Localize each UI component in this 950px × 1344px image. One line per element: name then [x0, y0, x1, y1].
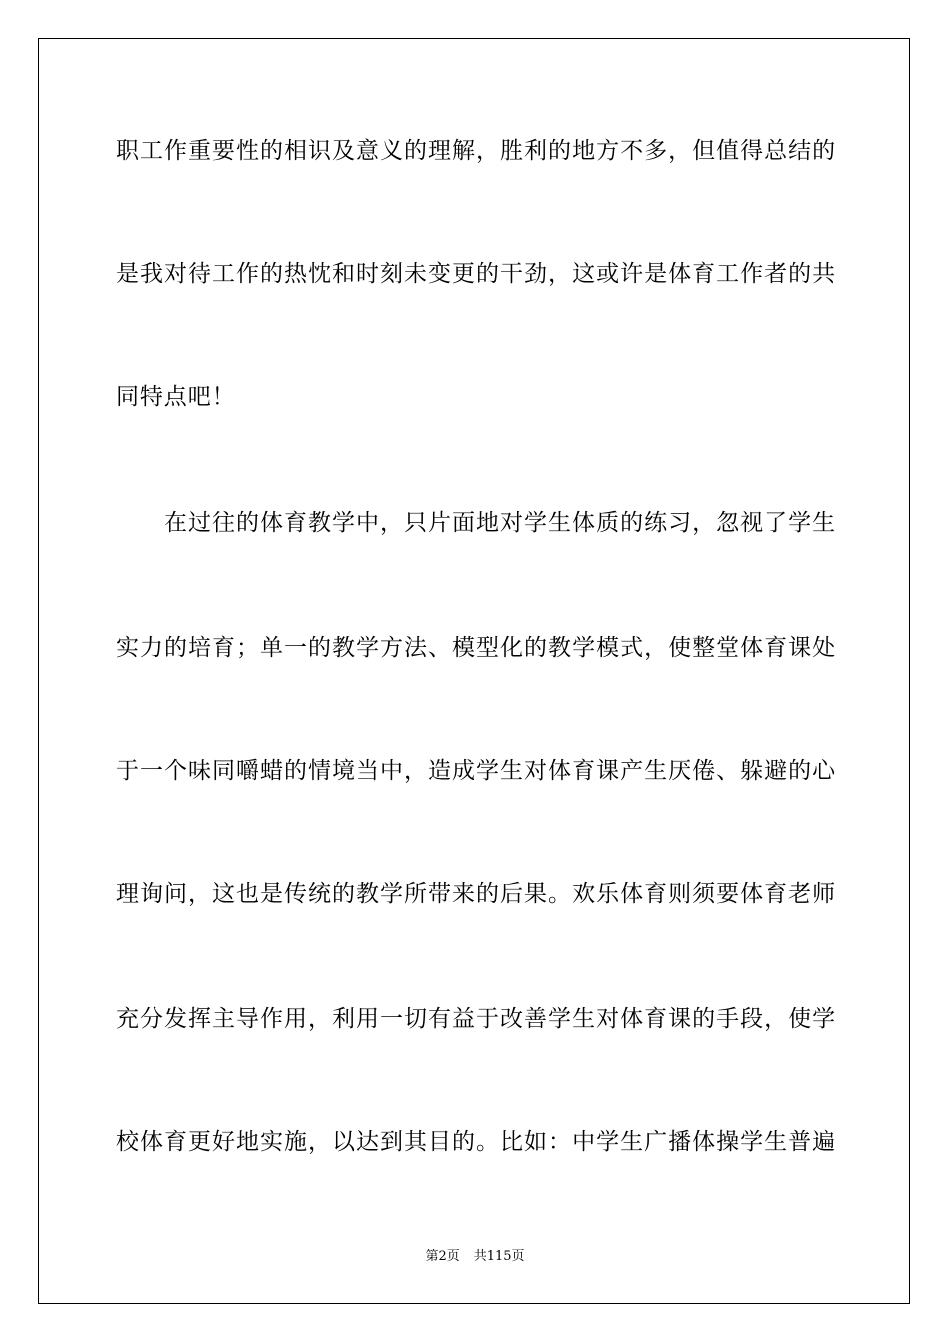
body-line-2: 是我对待工作的热忱和时刻未变更的干劲，这或许是体育工作者的共: [116, 261, 836, 287]
total-pages: 共115页: [473, 1249, 525, 1264]
page-frame: [38, 38, 910, 1304]
page-number: 第2页: [425, 1249, 460, 1264]
body-line-4: 在过往的体育教学中，只片面地对学生体质的练习，忽视了学生: [164, 510, 836, 536]
body-line-5: 实力的培育；单一的教学方法、模型化的教学模式，使整堂体育课处: [116, 635, 836, 661]
page-footer: [0, 1248, 950, 1266]
body-line-1: 职工作重要性的相识及意义的理解，胜利的地方不多，但值得总结的: [116, 138, 836, 164]
body-line-8: 充分发挥主导作用，利用一切有益于改善学生对体育课的手段，使学: [116, 1006, 836, 1032]
body-line-7: 理询问，这也是传统的教学所带来的后果。欢乐体育则须要体育老师: [116, 881, 836, 907]
body-line-6: 于一个味同嚼蜡的情境当中，造成学生对体育课产生厌倦、躲避的心: [116, 758, 836, 784]
body-line-9: 校体育更好地实施，以达到其目的。比如：中学生广播体操学生普遍: [116, 1129, 836, 1155]
body-line-3: 同特点吧！: [116, 384, 236, 410]
